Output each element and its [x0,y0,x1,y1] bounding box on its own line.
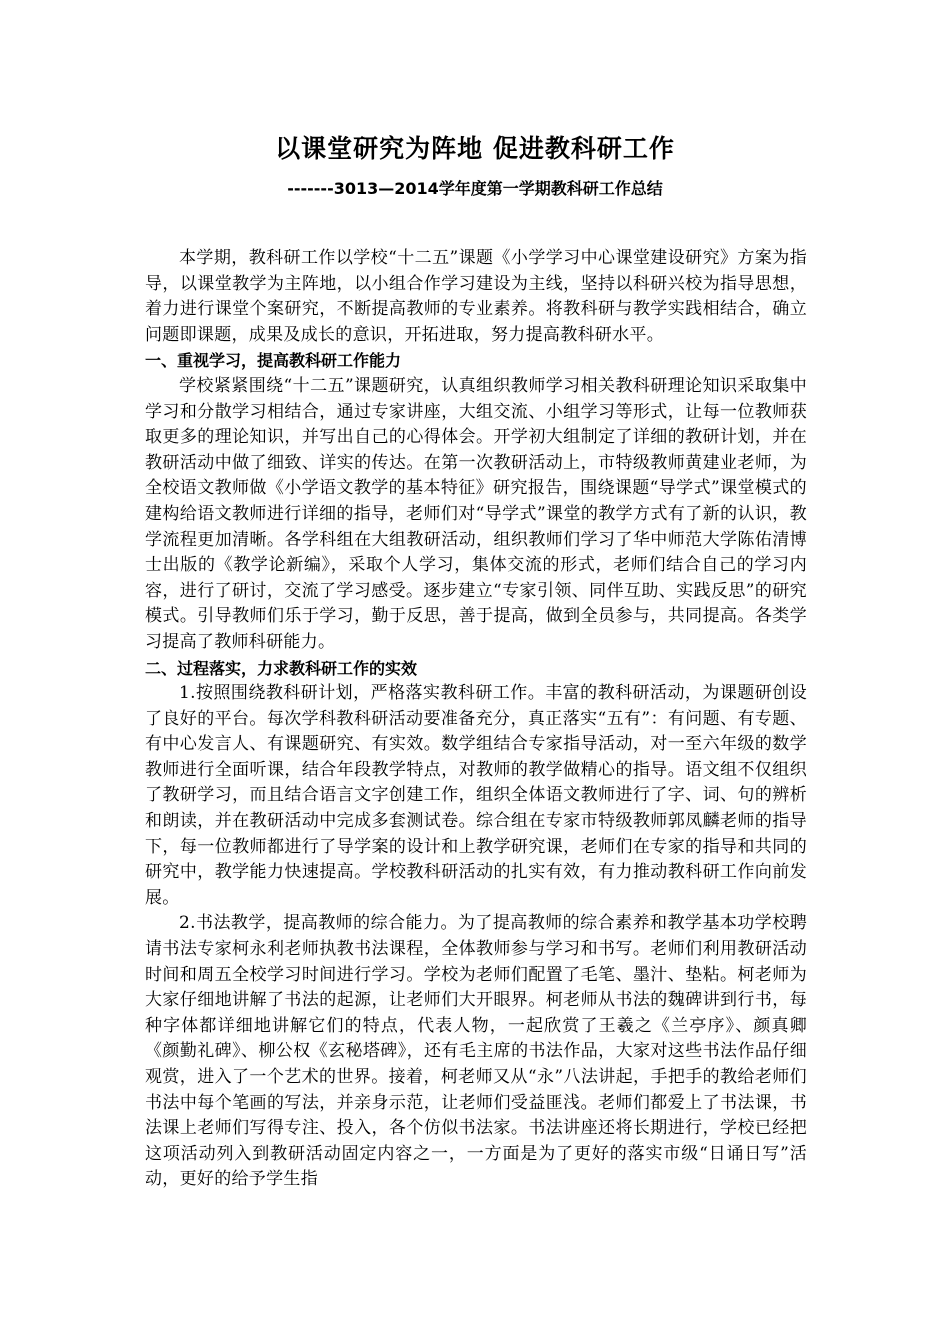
section-2-paragraph-2: 2.书法教学，提高教师的综合能力。为了提高教师的综合素养和教学基本功学校聘请书法专家柯永利老师执教书法课程，全体教师参与学习和书写。老师们利用教研活动时间和周五全校学习时间进行学习。学校为老师们配置了毛笔、墨汁、垫粘。柯老师为大家仔细地讲解了书法的起源，让老师们大开眼界。柯老师从书法的魏碑讲到行书，每种字体都详细地讲解它们的特点，代表人物，一起欣赏了王羲之《兰亭序》、颜真卿《颜勤礼碑》、柳公权《玄秘塔碑》，还有毛主席的书法作品，大家对这些书法作品仔细观赏，进入了一个艺术的世界。接着，柯老师又从“永”八法讲起，手把手的教给老师们书法中每个笔画的写法，并亲身示范，让老师们受益匪浅。老师们都爱上了书法课，书法课上老师们写得专注、投入，各个仿似书法家。书法讲座还将长期进行，学校已经把这项活动列入到教研活动固定内容之一，一方面是为了更好的落实市级“日诵日写”活动，更好的给予学生指 [145,913,807,1190]
document-title: 以课堂研究为阵地 促进教科研工作 [275,134,675,163]
section-heading-2: 二、过程落实，力求教科研工作的实效 [145,658,418,678]
document-subtitle: -------3013—2014学年度第一学期教科研工作总结 [287,179,663,198]
intro-paragraph: 本学期，教科研工作以学校“十二五”课题《小学学习中心课堂建设研究》方案为指导，以课堂教学为主阵地，以小组合作学习建设为主线，坚持以科研兴校为指导思想，着力进行课堂个案研究，不断提高教师的专业素养。将教科研与教学实践相结合，确立问题即课题，成果及成长的意识，开拓进取，努力提高教科研水平。 [145,248,807,345]
section-heading-1: 一、重视学习，提高教科研工作能力 [145,351,402,371]
section-2-paragraph-1: 1.按照围绕教科研计划，严格落实教科研工作。丰富的教科研活动，为课题研创设了良好的平台。每次学科教科研活动要准备充分，真正落实“五有”：有问题、有专题、有中心发言人、有课题研究、有实效。数学组结合专家指导活动，对一至六年级的数学教师进行全面听课，结合年段教学特点，对教师的教学做精心的指导。语文组不仅组织了教研学习，而且结合语言文字创建工作，组织全体语文教师进行了字、词、句的辨析和朗读，并在教研活动中完成多套测试卷。综合组在专家市特级教师郭凤麟老师的指导下，每一位教师都进行了导学案的设计和上教学研究课，老师们在专家的指导和共同的研究中，教学能力快速提高。学校教科研活动的扎实有效，有力推动教科研工作向前发展。 [145,683,807,908]
document-body [145,246,807,1193]
section-1-paragraph-1: 学校紧紧围绕“十二五”课题研究，认真组织教师学习相关教科研理论知识采取集中学习和分散学习相结合，通过专家讲座，大组交流、小组学习等形式，让每一位教师获取更多的理论知识，并写出自己的心得体会。开学初大组制定了详细的教研计划，并在教研活动中做了细致、详实的传达。在第一次教研活动上，市特级教师黄建业老师，为全校语文教师做《小学语文教学的基本特征》研究报告，围绕课题“导学式”课堂模式的建构给语文教师进行详细的指导，老师们对“导学式”课堂的教学方式有了新的认识，教学流程更加清晰。各学科组在大组教研活动，组织教师们学习了华中师范大学陈佑清博士出版的《教学论新编》，采取个人学习，集体交流的形式，老师们结合自己的学习内容，进行了研讨，交流了学习感受。逐步建立“专家引领、同伴互助、实践反思”的研究模式。引导教师们乐于学习，勤于反思，善于提高，做到全员参与，共同提高。各类学习提高了教师科研能力。 [145,375,807,652]
